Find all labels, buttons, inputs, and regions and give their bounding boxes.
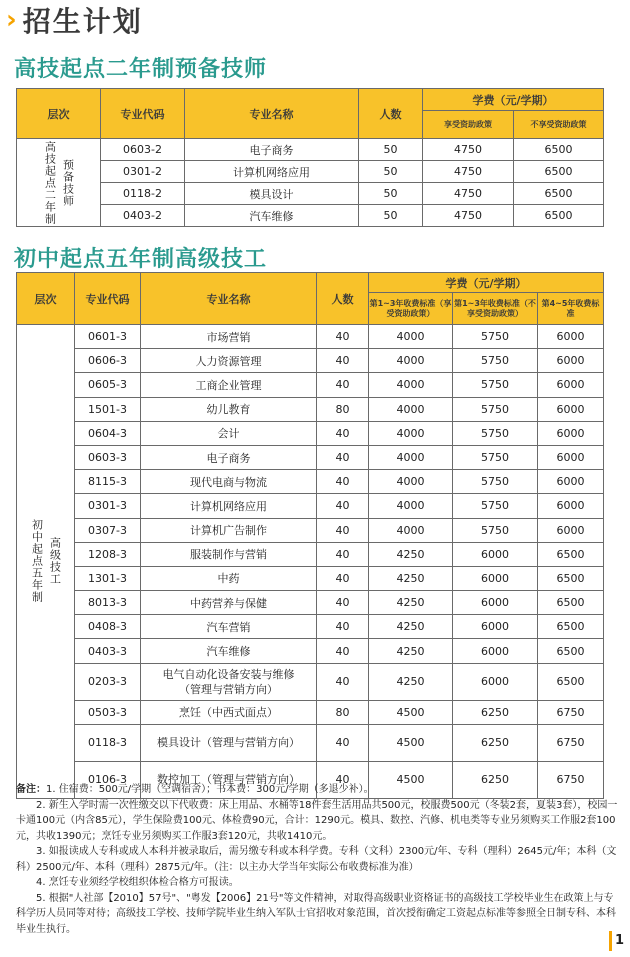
enrollment: 50	[359, 183, 423, 205]
enrollment: 80	[317, 397, 369, 421]
fee-without-aid: 6250	[453, 700, 538, 724]
col-fee-a: 享受资助政策	[423, 111, 514, 139]
fee-with-aid: 4750	[423, 161, 514, 183]
enrollment: 40	[317, 325, 369, 349]
fee-year-4-5: 6500	[538, 663, 604, 700]
major-code: 0603-3	[75, 445, 141, 469]
fee-without-aid: 6250	[453, 724, 538, 761]
fee-year-4-5: 6000	[538, 373, 604, 397]
table-row	[17, 183, 604, 205]
major-name: 汽车维修	[185, 205, 359, 227]
fee-without-aid: 5750	[453, 470, 538, 494]
table-row	[17, 445, 604, 469]
table-row	[17, 349, 604, 373]
fee-with-aid: 4000	[369, 421, 453, 445]
table-row	[17, 639, 604, 663]
fee-year-4-5: 6500	[538, 542, 604, 566]
fee-with-aid: 4500	[369, 700, 453, 724]
major-code: 0605-3	[75, 373, 141, 397]
fee-without-aid: 5750	[453, 494, 538, 518]
col-fee-c: 第4~5年收费标准	[538, 293, 604, 325]
major-code: 0403-2	[101, 205, 185, 227]
enrollment: 40	[317, 663, 369, 700]
fee-without-aid: 6000	[453, 663, 538, 700]
major-name: 市场营销	[141, 325, 317, 349]
table-row	[17, 494, 604, 518]
major-name: 计算机网络应用	[185, 161, 359, 183]
table-row	[17, 373, 604, 397]
fee-year-4-5: 6000	[538, 397, 604, 421]
enrollment: 40	[317, 639, 369, 663]
fee-with-aid: 4500	[369, 761, 453, 798]
table-five-year	[16, 272, 604, 799]
enrollment: 40	[317, 373, 369, 397]
fee-without-aid: 6500	[514, 139, 604, 161]
major-code: 0503-3	[75, 700, 141, 724]
table-row	[17, 325, 604, 349]
major-name: 幼儿教育	[141, 397, 317, 421]
table-row	[17, 700, 604, 724]
fee-without-aid: 5750	[453, 445, 538, 469]
fee-without-aid: 6250	[453, 761, 538, 798]
major-code: 0301-3	[75, 494, 141, 518]
table-row	[17, 566, 604, 590]
fee-year-4-5: 6500	[538, 591, 604, 615]
major-code: 1501-3	[75, 397, 141, 421]
enrollment: 40	[317, 445, 369, 469]
fee-year-4-5: 6500	[538, 639, 604, 663]
enrollment: 80	[317, 700, 369, 724]
note-item: 5. 根据"人社部【2010】57号"、"粤发【2006】21号"等文件精神，对取得高级职业资格证书的高级技工学校毕业生在政策上与专科学历人员同等对待；高级技工学校、技师学院毕业生纳入军队士官招收对象范围，首次授衔确定工资起点标准等参照全日制专科、本科毕业生执行。	[16, 892, 616, 935]
table-row	[17, 518, 604, 542]
col-code: 专业代码	[75, 273, 141, 325]
fee-with-aid: 4500	[369, 724, 453, 761]
page-number: 1	[609, 931, 624, 951]
major-name: 电子商务	[141, 445, 317, 469]
enrollment: 40	[317, 566, 369, 590]
enrollment: 50	[359, 139, 423, 161]
level-cell	[17, 139, 101, 227]
col-level: 层次	[17, 89, 101, 139]
fee-with-aid: 4000	[369, 470, 453, 494]
table-row	[17, 139, 604, 161]
fee-year-4-5: 6000	[538, 494, 604, 518]
fee-with-aid: 4000	[369, 373, 453, 397]
major-name: 人力资源管理	[141, 349, 317, 373]
page-header	[6, 0, 143, 40]
fee-with-aid: 4000	[369, 518, 453, 542]
col-fee-b: 不享受资助政策	[514, 111, 604, 139]
section2-title: 初中起点五年制高级技工	[14, 247, 268, 272]
page-title: 招生计划	[22, 5, 143, 38]
major-code: 0606-3	[75, 349, 141, 373]
major-code: 0118-2	[101, 183, 185, 205]
col-fee: 学费（元/学期）	[369, 273, 604, 293]
fee-with-aid: 4750	[423, 139, 514, 161]
col-fee-a: 第1~3年收费标准（享受资助政策）	[369, 293, 453, 325]
major-name: 电子商务	[185, 139, 359, 161]
major-name: 中药	[141, 566, 317, 590]
fee-with-aid: 4250	[369, 591, 453, 615]
enrollment: 40	[317, 542, 369, 566]
level-label: 高技起点二年制	[43, 140, 57, 225]
level-sublabel: 高级技工	[48, 537, 62, 586]
section1-title: 高技起点二年制预备技师	[14, 57, 268, 82]
major-code: 0403-3	[75, 639, 141, 663]
enrollment: 50	[359, 205, 423, 227]
fee-without-aid: 5750	[453, 373, 538, 397]
chevron-right-icon: ›	[6, 5, 17, 35]
fee-without-aid: 6000	[453, 591, 538, 615]
col-name: 专业名称	[185, 89, 359, 139]
table-row	[17, 397, 604, 421]
fee-without-aid: 5750	[453, 349, 538, 373]
major-name: 现代电商与物流	[141, 470, 317, 494]
enrollment: 40	[317, 724, 369, 761]
col-num: 人数	[317, 273, 369, 325]
major-code: 1301-3	[75, 566, 141, 590]
col-fee-b: 第1~3年收费标准（不享受资助政策）	[453, 293, 538, 325]
level-label: 初中起点五年制	[30, 519, 44, 604]
major-code: 8115-3	[75, 470, 141, 494]
fee-year-4-5: 6500	[538, 615, 604, 639]
fee-without-aid: 5750	[453, 325, 538, 349]
col-fee: 学费（元/学期）	[423, 89, 604, 111]
table-row	[17, 591, 604, 615]
major-code: 8013-3	[75, 591, 141, 615]
fee-year-4-5: 6750	[538, 700, 604, 724]
fee-without-aid: 6000	[453, 615, 538, 639]
major-name: 数控加工（管理与营销方向）	[141, 761, 317, 798]
note-item: 备注：1. 住宿费：500元/学期（空调宿舍）；书本费：300元/学期（多退少补）。	[16, 784, 374, 795]
fee-with-aid: 4000	[369, 397, 453, 421]
enrollment: 40	[317, 615, 369, 639]
major-name: 模具设计（管理与营销方向）	[141, 724, 317, 761]
note-item: 4. 烹饪专业须经学校组织体检合格方可报读。	[36, 877, 239, 888]
major-code: 0301-2	[101, 161, 185, 183]
fee-with-aid: 4750	[423, 183, 514, 205]
fee-year-4-5: 6000	[538, 470, 604, 494]
notes-label: 备注：	[16, 784, 46, 795]
table-row	[17, 615, 604, 639]
fee-without-aid: 5750	[453, 518, 538, 542]
major-name: 工商企业管理	[141, 373, 317, 397]
major-name: 汽车维修	[141, 639, 317, 663]
notes	[16, 782, 620, 937]
fee-year-4-5: 6750	[538, 724, 604, 761]
enrollment: 40	[317, 470, 369, 494]
major-code: 0203-3	[75, 663, 141, 700]
major-code: 0408-3	[75, 615, 141, 639]
enrollment: 50	[359, 161, 423, 183]
major-name: 烹饪（中西式面点）	[141, 700, 317, 724]
table-row	[17, 161, 604, 183]
enrollment: 40	[317, 349, 369, 373]
fee-without-aid: 5750	[453, 421, 538, 445]
enrollment: 40	[317, 518, 369, 542]
major-name: 会计	[141, 421, 317, 445]
col-name: 专业名称	[141, 273, 317, 325]
enrollment: 40	[317, 494, 369, 518]
fee-year-4-5: 6000	[538, 325, 604, 349]
fee-year-4-5: 6000	[538, 421, 604, 445]
level-sublabel: 预备技师	[61, 158, 75, 207]
major-code: 0604-3	[75, 421, 141, 445]
fee-year-4-5: 6750	[538, 761, 604, 798]
fee-without-aid: 6500	[514, 205, 604, 227]
major-code: 1208-3	[75, 542, 141, 566]
fee-without-aid: 6000	[453, 566, 538, 590]
fee-with-aid: 4250	[369, 566, 453, 590]
major-name: 汽车营销	[141, 615, 317, 639]
fee-with-aid: 4250	[369, 542, 453, 566]
enrollment: 40	[317, 761, 369, 798]
enrollment: 40	[317, 591, 369, 615]
note-item: 2. 新生入学时需一次性缴交以下代收费：床上用品、水桶等18件套生活用品共500元，校服费500元（冬装2套，夏装3套），校园一卡通100元（内含85元），学生保险费100元、体检费90元，合计：1290元。模具、数控、汽修、机电类等专业另须购买工作服2套100元，共收1390元；烹饪专业另须购买工作服3套120元，共收1410元。	[16, 799, 618, 842]
fee-with-aid: 4750	[423, 205, 514, 227]
col-num: 人数	[359, 89, 423, 139]
major-name: 模具设计	[185, 183, 359, 205]
fee-year-4-5: 6000	[538, 445, 604, 469]
fee-with-aid: 4250	[369, 615, 453, 639]
fee-without-aid: 6000	[453, 542, 538, 566]
fee-without-aid: 5750	[453, 397, 538, 421]
major-code: 0118-3	[75, 724, 141, 761]
table-row	[17, 421, 604, 445]
fee-with-aid: 4000	[369, 445, 453, 469]
table-row	[17, 205, 604, 227]
note-item: 3. 如报读成人专科或成人本科并被录取后，需另缴专科或本科学费。专科（文科）2300元/年、专科（理科）2645元/年；本科（文科）2500元/年、本科（理科）2875元/年。（注：以主办大学当年实际公布收费标准为准）	[16, 846, 617, 873]
fee-without-aid: 6500	[514, 161, 604, 183]
table-two-year	[16, 88, 604, 227]
major-name: 服装制作与营销	[141, 542, 317, 566]
fee-without-aid: 6500	[514, 183, 604, 205]
major-name: 计算机广告制作	[141, 518, 317, 542]
fee-year-4-5: 6000	[538, 518, 604, 542]
fee-with-aid: 4000	[369, 325, 453, 349]
major-name: 计算机网络应用	[141, 494, 317, 518]
level-cell	[17, 325, 75, 799]
fee-with-aid: 4250	[369, 663, 453, 700]
major-name: 中药营养与保健	[141, 591, 317, 615]
major-code: 0106-3	[75, 761, 141, 798]
fee-with-aid: 4000	[369, 349, 453, 373]
fee-with-aid: 4250	[369, 639, 453, 663]
table-row	[17, 470, 604, 494]
fee-with-aid: 4000	[369, 494, 453, 518]
fee-year-4-5: 6000	[538, 349, 604, 373]
major-code: 0601-3	[75, 325, 141, 349]
table-row	[17, 542, 604, 566]
major-code: 0307-3	[75, 518, 141, 542]
major-code: 0603-2	[101, 139, 185, 161]
fee-year-4-5: 6500	[538, 566, 604, 590]
col-code: 专业代码	[101, 89, 185, 139]
enrollment: 40	[317, 421, 369, 445]
table-row	[17, 663, 604, 700]
fee-without-aid: 6000	[453, 639, 538, 663]
major-name: 电气自动化设备安装与维修（管理与营销方向）	[141, 663, 317, 700]
col-level: 层次	[17, 273, 75, 325]
table-row	[17, 724, 604, 761]
